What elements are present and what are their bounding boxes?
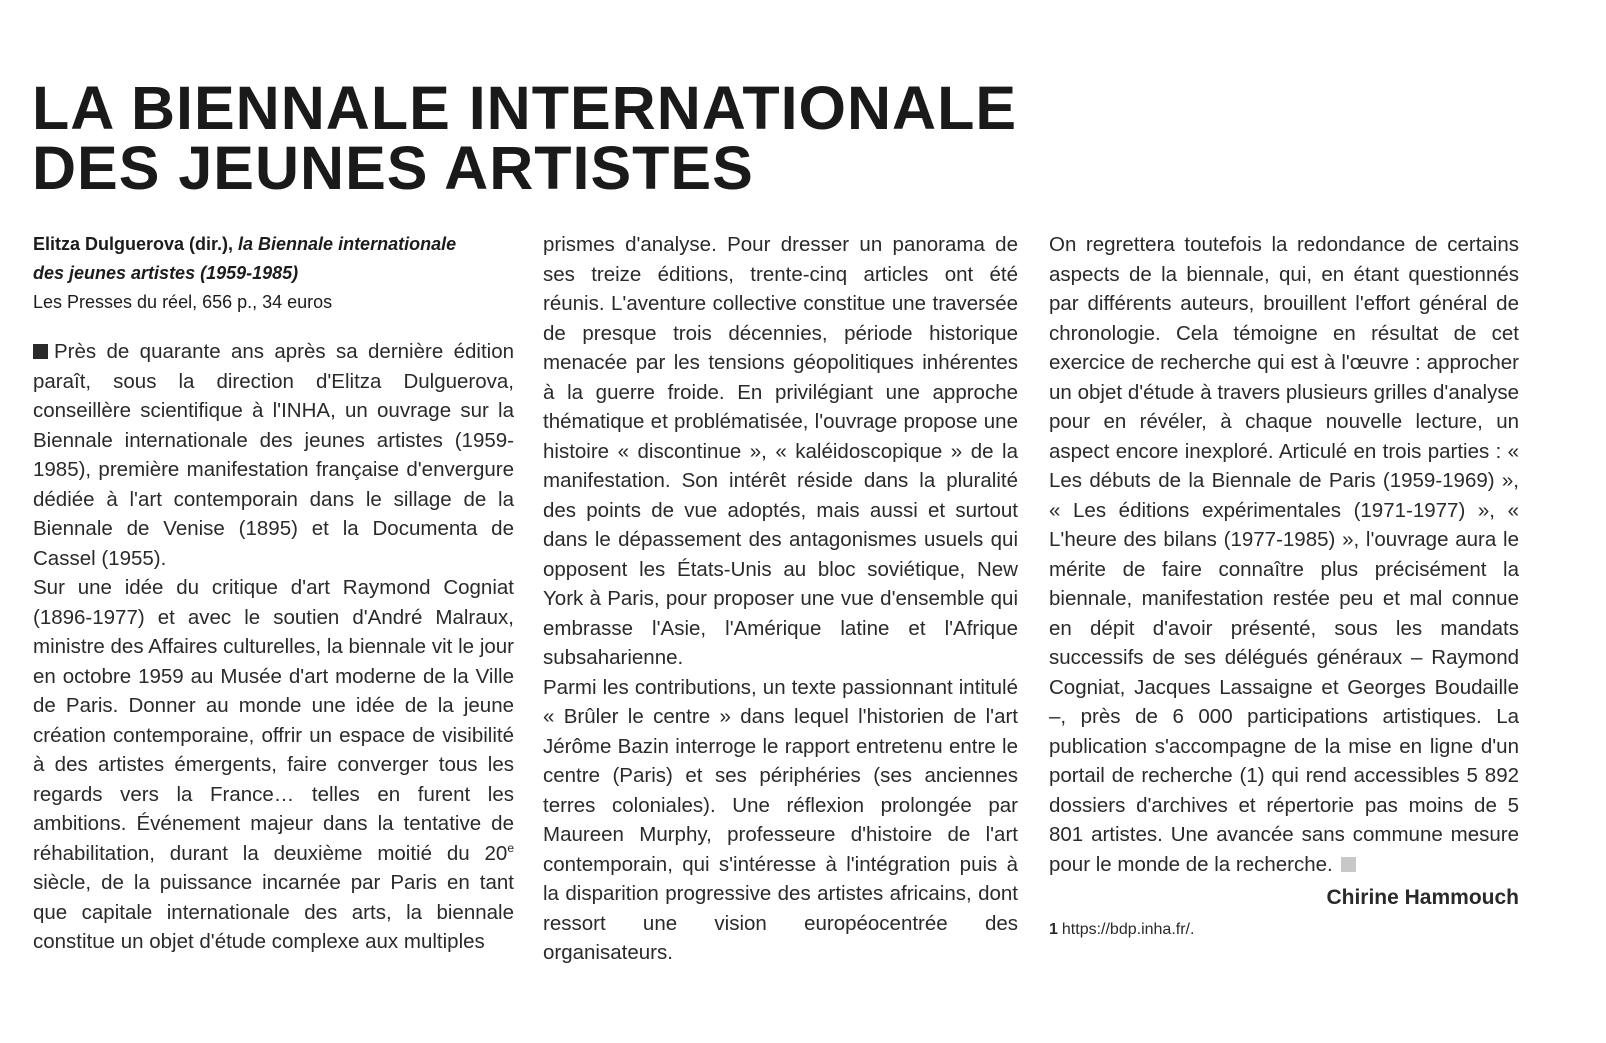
superscript-e: e: [507, 840, 514, 855]
paragraph-intro-text: Près de quarante ans après sa dernière édition paraît, sous la direction d'Elitza Dulguerova, conseillère scientifique à l'INHA, un ouvrage sur la Biennale internationale des jeunes artistes (1959-1985), première manifestation française d'envergure dédiée à l'art contemporain dans le sillage de la Biennale de Venise (1895) et la Documenta de Cassel (1955).: [33, 340, 514, 570]
paragraph-contributions: Parmi les contributions, un texte passionnant intitulé « Brûler le centre » dans lequel l'historien de l'art Jérôme Bazin interroge le rapport entretenu entre le centre (Paris) et ses périphéries (ses anciennes terres coloniales). Une réflexion prolongée par Maureen Murphy, professeure d'histoire de l'art contemporain, qui s'intéresse à l'intégration puis à la disparition progressive des artistes africains, dont ressort une vision européocentrée des organisateurs.: [543, 675, 1018, 964]
author-signature: Chirine Hammouch: [1326, 886, 1519, 909]
article-title-line-1: LA BIENNALE INTERNATIONALE: [32, 74, 1018, 142]
reference-publisher: Les Presses du réel, 656 p., 34 euros: [33, 292, 333, 312]
footnote: [1049, 917, 1519, 943]
footnote-link[interactable]: https://bdp.inha.fr/.: [1061, 921, 1195, 938]
paragraph-critique: [1049, 230, 1519, 879]
article-title-line-2: DES JEUNES ARTISTES: [32, 134, 754, 202]
reference-line-1: [33, 230, 514, 259]
end-square-icon: [1341, 857, 1356, 872]
reference-book-title-1: la Biennale internationale: [238, 234, 457, 254]
column-3: [1049, 230, 1519, 943]
column-2: [543, 230, 1018, 968]
column-1: [33, 230, 514, 957]
reference-author: Elitza Dulguerova (dir.),: [33, 234, 239, 254]
paragraph-intro: [33, 337, 514, 573]
paragraph-critique-text: On regrettera toutefois la redondance de certains aspects de la biennale, qui, en étant questionnés par différents auteurs, brouillent l'effort général de chronologie. Cela témoigne en résultat de cet exercice de recherche qui est à l'œuvre : approcher un objet d'étude à travers plusieurs grilles d'analyse pour en révéler, à chaque nouvelle lecture, un aspect encore inexploré. Articulé en trois parties : « Les débuts de la Biennale de Paris (1959-1969) », « Les éditions expérimentales (1971-1977) », « L'heure des bilans (1977-1985) », l'ouvrage aura le mérite de faire connaître plus précisément la biennale, manifestation restée peu et mal connue en dépit d'avoir présenté, sous les mandats successifs de ses délégués généraux – Raymond Cogniat, Jacques Lassaigne et Georges Boudaille –, près de 6 000 participations artistiques. La publication s'accompagne de la mise en ligne d'un portail de recherche (1) qui rend accessibles 5 892 dossiers d'archives et répertorie pas moins de 5 801 artistes. Une avancée sans commune mesure pour le monde de la recherche.: [1049, 233, 1519, 876]
reference-book-title-2: des jeunes artistes (1959-1985): [33, 263, 299, 283]
article-title: [32, 74, 1018, 202]
paragraph-history-text-b: siècle, de la puissance incarnée par Paris en tant que capitale internationale des arts, la biennale constitue un objet d'étude complexe aux multiples: [33, 871, 514, 953]
paragraph-history: [33, 573, 514, 957]
paragraph-history-text-a: Sur une idée du critique d'art Raymond Cogniat (1896-1977) et avec le soutien d'André Malraux, ministre des Affaires culturelles, la biennale vit le jour en octobre 1959 au Musée d'art moderne de la Ville de Paris. Donner au monde une idée de la jeune création contemporaine, offrir un espace de visibilité à des artistes émergents, faire converger tous les regards vers la France… telles en furent les ambitions. Événement majeur dans la tentative de réhabilitation, durant la deuxième moitié du 20: [33, 576, 514, 865]
paragraph-analysis: prismes d'analyse. Pour dresser un panorama de ses treize éditions, trente-cinq articles ont été réunis. L'aventure collective constitue une traversée de presque trois décennies, période historique menacée par les tensions géopolitiques inhérentes à la guerre froide. En privilégiant une approche thématique et problématisée, l'ouvrage propose une histoire « discontinue », « kaléidoscopique » de la manifestation. Son intérêt réside dans la pluralité des points de vue adoptés, mais aussi et surtout dans le dépassement des antagonismes usuels qui opposent les États-Unis au bloc soviétique, New York à Paris, pour proposer une vue d'ensemble qui embrasse l'Asie, l'Amérique latine et l'Afrique subsaharienne.: [543, 233, 1018, 669]
start-square-icon: [33, 344, 48, 359]
book-reference: [33, 230, 514, 317]
footnote-number: 1: [1049, 921, 1058, 938]
